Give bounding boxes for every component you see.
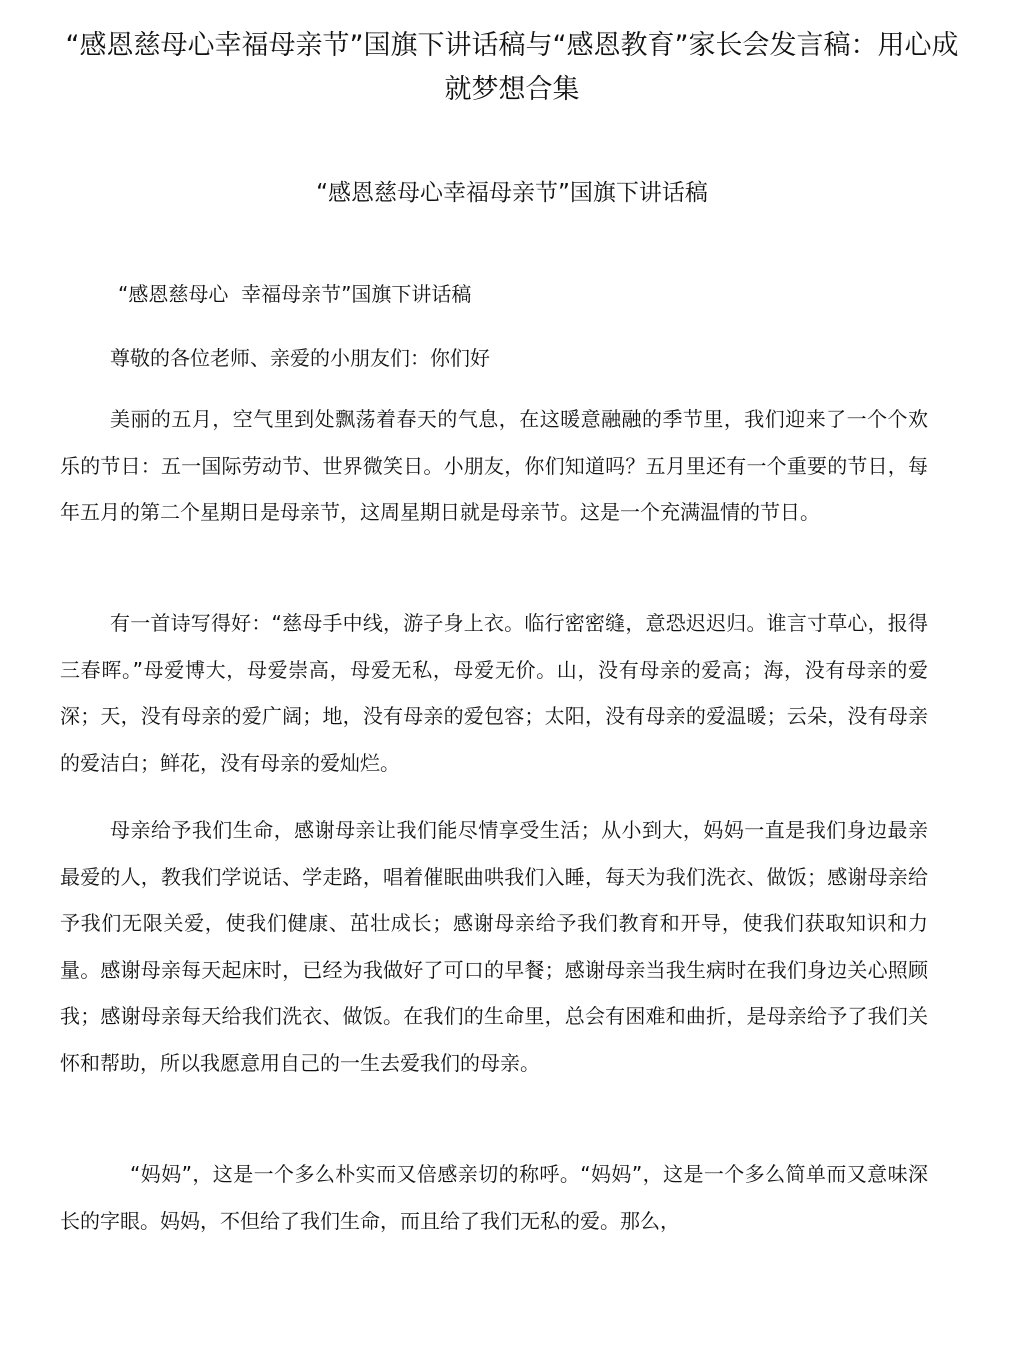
body-paragraph-1: 美丽的五月，空气里到处飘荡着春天的气息，在这暖意融融的季节里，我们迎来了一个个欢乐的节日：五一国际劳动节、世界微笑日。小朋友，你们知道吗？五月里还有一个重要的节日，每年五月的第二个星期日是母亲节，这周星期日就是母亲节。这是一个充满温情的节日。	[60, 407, 928, 524]
body-paragraph-2: 有一首诗写得好：“慈母手中线，游子身上衣。临行密密缝，意恐迟迟归。谁言寸草心，报得三春晖。”母爱博大，母爱崇高，母爱无私，母爱无价。山，没有母亲的爱高；海，没有母亲的爱深；天，没有母亲的爱广阔；地，没有母亲的爱包容；太阳，没有母亲的爱温暖；云朵，没有母亲的爱洁白；鲜花，没有母亲的爱灿烂。	[60, 611, 928, 775]
body-paragraph-3: 母亲给予我们生命，感谢母亲让我们能尽情享受生活；从小到大，妈妈一直是我们身边最亲最爱的人，教我们学说话、学走路，唱着催眠曲哄我们入睡，每天为我们洗衣、做饭；感谢母亲给予我们无限关爱，使我们健康、茁壮成长；感谢母亲给予我们教育和开导，使我们获取知识和力量。感谢母亲每天起床时，已经为我做好了可口的早餐；感谢母亲当我生病时在我们身边关心照顾我；感谢母亲每天给我们洗衣、做饭。在我们的生命里，总会有困难和曲折，是母亲给予了我们关怀和帮助，所以我愿意用自己的一生去爱我们的母亲。	[60, 818, 928, 1075]
salutation: 尊敬的各位老师、亲爱的小朋友们：你们好	[110, 346, 490, 370]
speech-subheading: “感恩慈母心 幸福母亲节”国旗下讲话稿	[118, 282, 472, 306]
document-title: “感恩慈母心幸福母亲节”国旗下讲话稿与“感恩教育”家长会发言稿：用心成就梦想合集	[65, 30, 959, 105]
body-paragraph-4: “妈妈”，这是一个多么朴实而又倍感亲切的称呼。“妈妈”，这是一个多么简单而又意味深长的字眼。妈妈，不但给了我们生命，而且给了我们无私的爱。那么，	[60, 1162, 928, 1233]
section-heading: “感恩慈母心幸福母亲节”国旗下讲话稿	[316, 180, 708, 206]
